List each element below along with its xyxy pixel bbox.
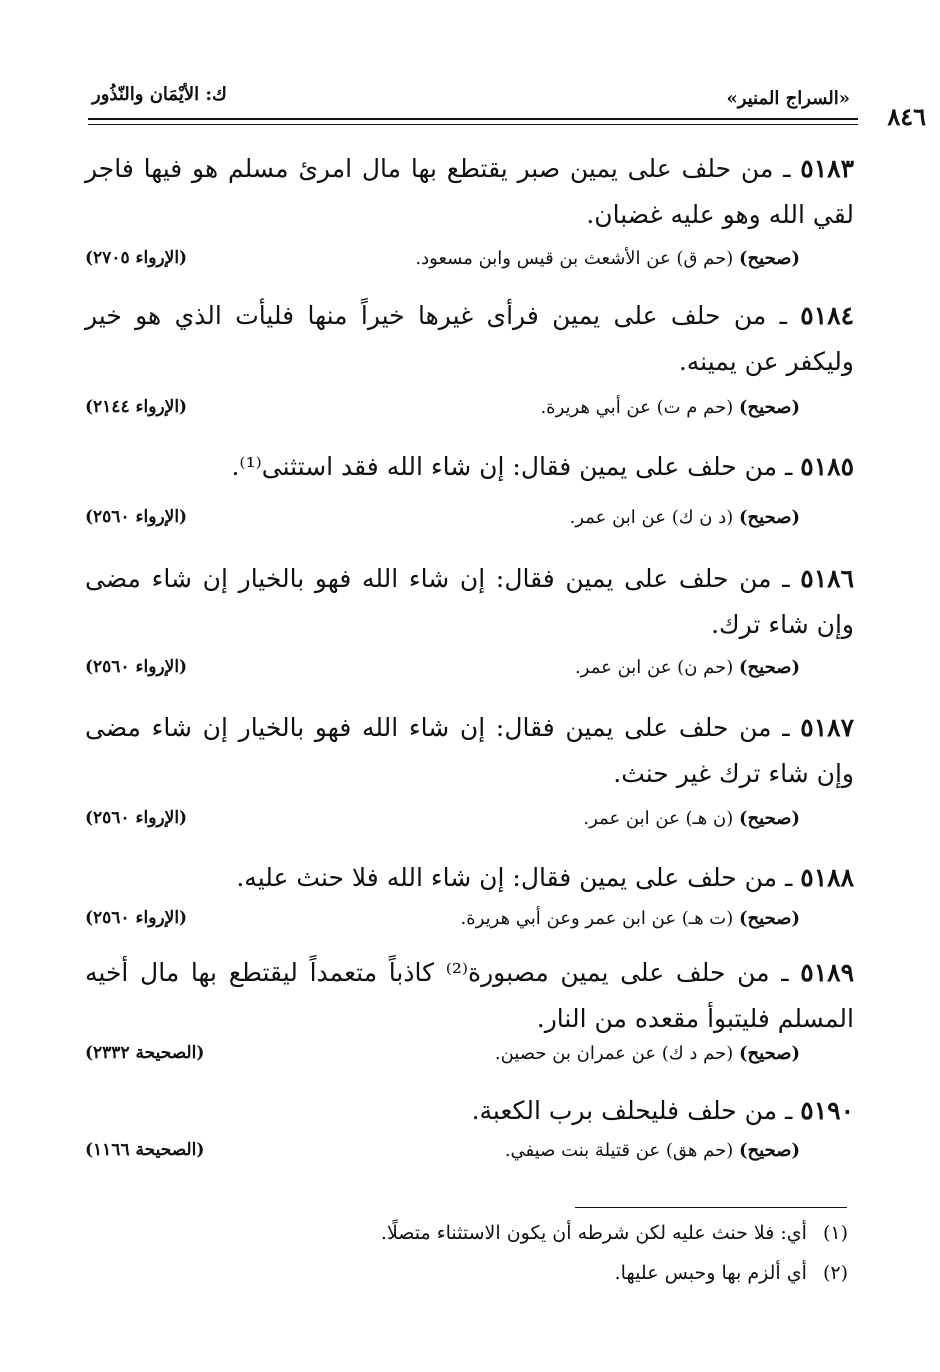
grade-source [583, 808, 800, 829]
source: (ت هـ) عن ابن عمر وعن أبي هريرة. [460, 908, 734, 929]
book-title: «السراج المنير» [726, 88, 850, 109]
cross-reference: (الإرواء ٢١٤٤) [85, 397, 188, 417]
hadith-text: ـ من حلف على يمين مصبورة⁽²⁾ كاذباً متعمداً ليقتطع بها مال أخيه المسلم فليتبوأ مقعده من النار. [85, 958, 854, 1033]
footnote-1 [381, 1222, 848, 1244]
page-number: ٨٤٦ [887, 102, 926, 131]
hadith-5188 [85, 855, 854, 901]
hadith-number: ٥١٨٧ [800, 713, 854, 742]
grade: (صحيح) [739, 657, 800, 678]
hadith-number: ٥١٨٨ [800, 863, 854, 892]
source: (ن هـ) عن ابن عمر. [583, 808, 734, 829]
header-rule-thin [88, 124, 858, 125]
source: (د ن ك) عن ابن عمر. [569, 507, 734, 528]
hadith-5186 [85, 556, 854, 648]
hadith-number: ٥١٨٣ [800, 154, 854, 183]
hadith-number: ٥١٨٤ [800, 301, 854, 330]
cross-reference: (الإرواء ٢٥٦٠) [85, 657, 188, 677]
hadith-5183 [85, 146, 854, 238]
hadith-5189 [85, 950, 854, 1042]
hadith-reference [85, 808, 800, 836]
hadith-5190 [85, 1088, 854, 1134]
grade-source [505, 1140, 800, 1161]
hadith-5187 [85, 705, 854, 797]
grade-source [461, 908, 800, 929]
source: (حم هق) عن قتيلة بنت صيفي. [504, 1140, 734, 1161]
grade: (صحيح) [739, 248, 800, 269]
hadith-reference [85, 657, 800, 685]
hadith-5184 [85, 293, 854, 385]
hadith-text: ـ من حلف على يمين فرأى غيرها خيراً منها فليأت الذي هو خير وليكفر عن يمينه. [85, 301, 854, 376]
grade-source [570, 507, 800, 528]
cross-reference: (الإرواء ٢٥٦٠) [85, 808, 188, 828]
hadith-text: ـ من حلف فليحلف برب الكعبة. [471, 1096, 793, 1125]
hadith-reference [85, 1043, 800, 1071]
grade: (صحيح) [739, 908, 800, 929]
footnote-text: أي: فلا حنث عليه لكن شرطه أن يكون الاستثناء متصلًا. [380, 1222, 807, 1244]
hadith-number: ٥١٨٦ [800, 564, 854, 593]
hadith-text: ـ من حلف على يمين صبر يقتطع بها مال امرئ مسلم هو فيها فاجر لقي الله وهو عليه غضبان. [85, 154, 854, 229]
hadith-5185 [85, 444, 854, 490]
header-rule-thick [88, 118, 858, 120]
source: (حم ن) عن ابن عمر. [575, 657, 734, 678]
source: (حم د ك) عن عمران بن حصين. [494, 1043, 734, 1064]
source: (حم ق) عن الأشعث بن قيس وابن مسعود. [415, 248, 734, 269]
footnote-text: أي ألزم بها وحبس عليها. [614, 1262, 807, 1284]
hadith-text: ـ من حلف على يمين فقال: إن شاء الله فلا حنث عليه. [236, 863, 793, 892]
source: (حم م ت) عن أبي هريرة. [540, 397, 734, 418]
footnote-marker: (١) [822, 1222, 848, 1244]
grade: (صحيح) [739, 507, 800, 528]
hadith-text: ـ من حلف على يمين فقال: إن شاء الله فهو بالخيار إن شاء مضى وإن شاء ترك غير حنث. [85, 713, 854, 788]
grade-source [415, 248, 800, 269]
grade-source [575, 657, 800, 678]
grade: (صحيح) [739, 1043, 800, 1064]
hadith-number: ٥١٨٩ [800, 958, 854, 987]
chapter-title: ك: الأيْمَان والنّذُور [92, 84, 227, 105]
hadith-reference [85, 507, 800, 535]
cross-reference: (الصحيحة ١١٦٦) [85, 1140, 205, 1160]
hadith-reference [85, 397, 800, 425]
cross-reference: (الإرواء ٢٧٠٥) [85, 248, 188, 268]
hadith-text: ـ من حلف على يمين فقال: إن شاء الله فقد استثنى⁽¹⁾. [231, 452, 793, 481]
footnote-2 [615, 1262, 848, 1284]
cross-reference: (الإرواء ٢٥٦٠) [85, 507, 188, 527]
cross-reference: (الصحيحة ٢٣٣٢) [85, 1043, 205, 1063]
hadith-reference [85, 908, 800, 936]
footnote-marker: (٢) [822, 1262, 848, 1284]
cross-reference: (الإرواء ٢٥٦٠) [85, 908, 188, 928]
hadith-number: ٥١٨٥ [800, 452, 854, 481]
hadith-reference [85, 1140, 800, 1168]
grade-source [495, 1043, 800, 1064]
hadith-reference [85, 248, 800, 276]
hadith-text: ـ من حلف على يمين فقال: إن شاء الله فهو بالخيار إن شاء مضى وإن شاء ترك. [85, 564, 854, 639]
grade: (صحيح) [739, 1140, 800, 1161]
footnote-separator [575, 1207, 847, 1208]
grade: (صحيح) [739, 808, 800, 829]
grade-source [540, 397, 800, 418]
hadith-number: ٥١٩٠ [800, 1096, 854, 1125]
grade: (صحيح) [739, 397, 800, 418]
